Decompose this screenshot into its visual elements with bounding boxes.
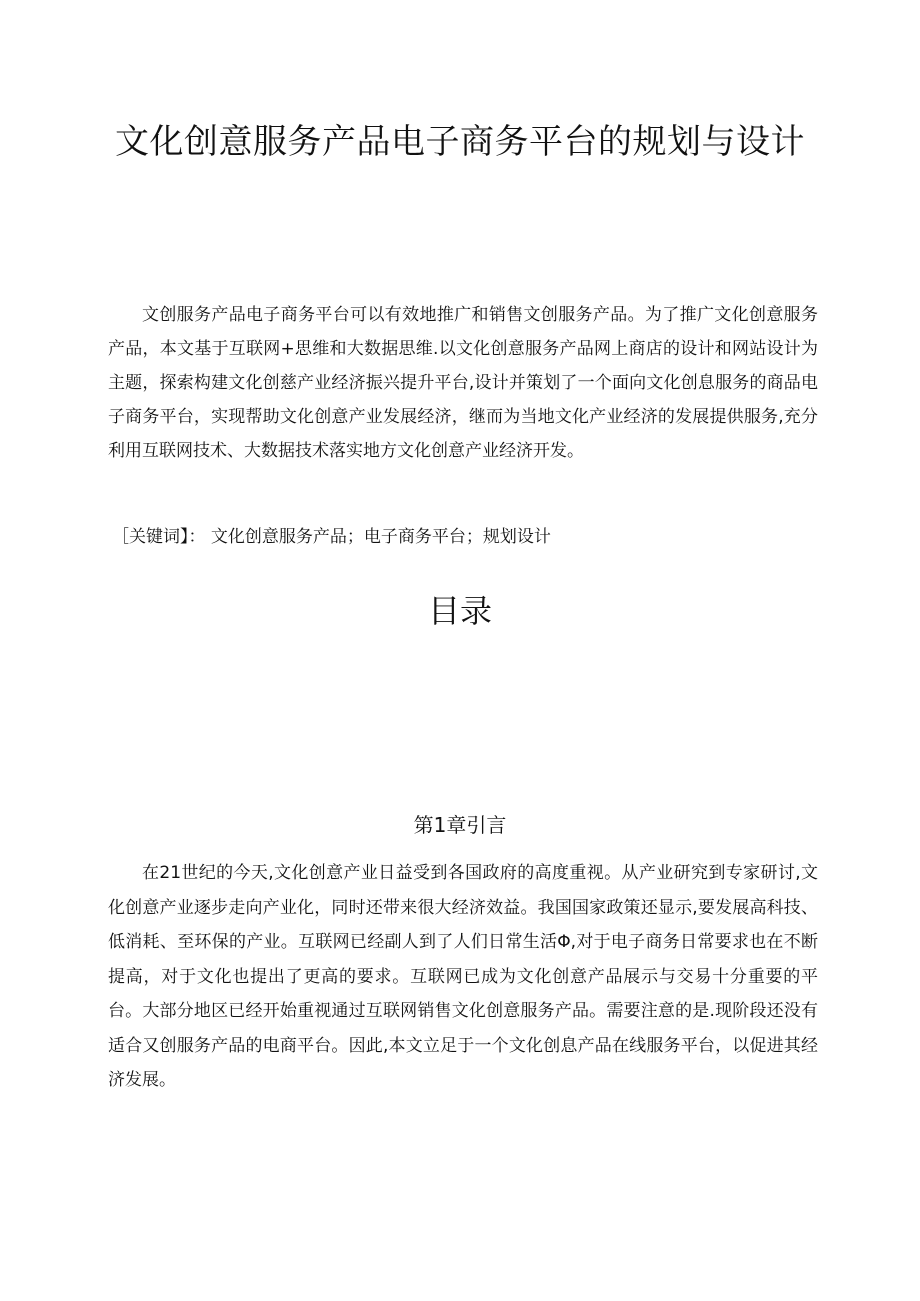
keywords-line [112, 522, 551, 552]
chapter-body-paragraph: 在21世纪的今天,文化创意产业日益受到各国政府的高度重视。从产业研究到专家研讨,文化创意产业逐步走向产业化，同时还带来很大经济效益。我国国家政策还显示,要发展高科技、低消耗、至环保的产业。互联网已经副人到了人们日常生活Φ,对于电子商务日常要求也在不断提高，对于文化也提出了更高的要求。互联网已成为文化创意产品展示与交易十分重要的平台。大部分地区已经开始重视通过互联网销售文化创意服务产品。需要注意的是.现阶段还没有适合又创服务产品的电商平台。因此,本文立足于一个文化创息产品在线服务平台，以促进其经济发展。 [108, 863, 818, 1090]
keywords-text: 文化创意服务产品；电子商务平台；规划设计 [210, 527, 551, 547]
table-of-contents-title: 目录 [427, 592, 492, 630]
document-title: 文化创意服务产品电子商务平台的规划与设计 [115, 122, 805, 162]
keywords-label: ［关键词】： [112, 527, 206, 547]
chapter-heading: 第1章引言 [413, 813, 507, 837]
abstract-paragraph: 文创服务产品电子商务平台可以有效地推广和销售文创服务产品。为了推广文化创意服务产品，本文基于互联网+思维和大数据思维.以文化创意服务产品网上商店的设计和网站设计为主题，探索构建文化创慈产业经济振兴提升平台,设计并策划了一个面向文化创息服务的商品电子商务平台，实现帮助文化创意产业发展经济，继而为当地文化产业经济的发展提供服务,充分利用互联网技术、大数据技术落实地方文化创意产业经济开发。 [108, 305, 818, 461]
